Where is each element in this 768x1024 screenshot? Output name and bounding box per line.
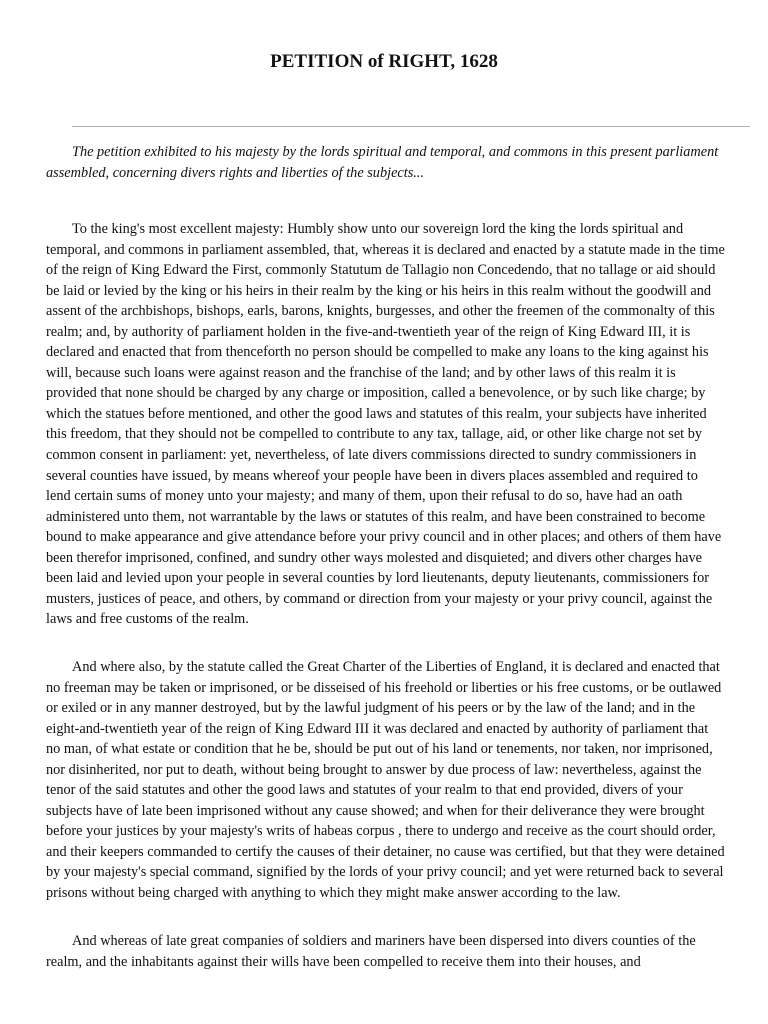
document-title: PETITION of RIGHT, 1628 bbox=[270, 51, 498, 72]
body-paragraph-3: And whereas of late great companies of soldiers and mariners have been dispersed into divers counties of the realm, and the inhabitants against their wills have been compelled to receive them into their houses, and bbox=[46, 933, 696, 970]
intro-paragraph: The petition exhibited to his majesty by the lords spiritual and temporal, and commons in this present parliament assembled, concerning divers rights and liberties of the subjects... bbox=[46, 144, 719, 181]
body-paragraph-2: And where also, by the statute called the Great Charter of the Liberties of England, it is declared and enacted that no freeman may be taken or imprisoned, or be disseised of his freehold or liberties or his free customs, or be outlawed or exiled or in any manner destroyed, but by the lawful judgment of his peers or by the law of the land; and in the eight-and-twentieth year of the reign of King Edward III it was declared and enacted by authority of parliament that no man, of what estate or condition that he be, should be put out of his land or tenements, nor taken, nor imprisoned, nor disinherited, nor put to death, without being brought to answer by due process of law: nevertheless, against the tenor of the said statutes and other the good laws and statutes of your realm to that end provided, divers of your subjects have of late been imprisoned without any cause showed; and when for their deliverance they were brought before your justices by your majesty's writs of habeas corpus , there to undergo and receive as the court should order, and their keepers commanded to certify the causes of their detainer, no cause was certified, but that they were detained by your majesty's special command, signified by the lords of your privy council; and yet were returned back to several prisons without being charged with anything to which they might make answer according to the law. bbox=[46, 659, 725, 902]
body-paragraph-1: To the king's most excellent majesty: Humbly show unto our sovereign lord the king the lords spiritual and temporal, and commons in parliament assembled, that, whereas it is declared and enacted by a statute made in the time of the reign of King Edward the First, commonly Statutum de Tallagio non Concedendo, that no tallage or aid should be laid or levied by the king or his heirs in their realm by the king or his heirs in this realm without the goodwill and assent of the archbishops, bishops, earls, barons, knights, burgesses, and other the freemen of the commonalty of this realm; and, by authority of parliament holden in the five-and-twentieth year of the reign of King Edward III, it is declared and enacted that from thenceforth no person should be compelled to make any loans to the king against his will, because such loans were against reason and the franchise of the land; and by other laws of this realm it is provided that none should be charged by any charge or imposition, called a benevolence, or by such like charge; by which the statues before mentioned, and other the good laws and statutes of this realm, your subjects have inherited this freedom, that they should not be compelled to contribute to any tax, tallage, aid, or other like charge not set by common consent in parliament: yet, nevertheless, of late divers commissions directed to sundry commissioners in several counties have issued, by means whereof your people have been in divers places assembled and required to lend certain sums of money unto your majesty; and many of them, upon their refusal to do so, have had an oath administered unto them, not warrantable by the laws or statutes of this realm, and have been constrained to become bound to make appearance and give attendance before your privy council and in other places; and others of them have been therefor imprisoned, confined, and sundry other ways molested and disquieted; and divers other charges have been laid and levied upon your people in several counties by lord lieutenants, deputy lieutenants, commissioners for musters, justices of peace, and others, by command or direction from your majesty or your privy council, against the laws and free customs of the realm. bbox=[46, 221, 725, 628]
title-divider bbox=[72, 126, 750, 127]
